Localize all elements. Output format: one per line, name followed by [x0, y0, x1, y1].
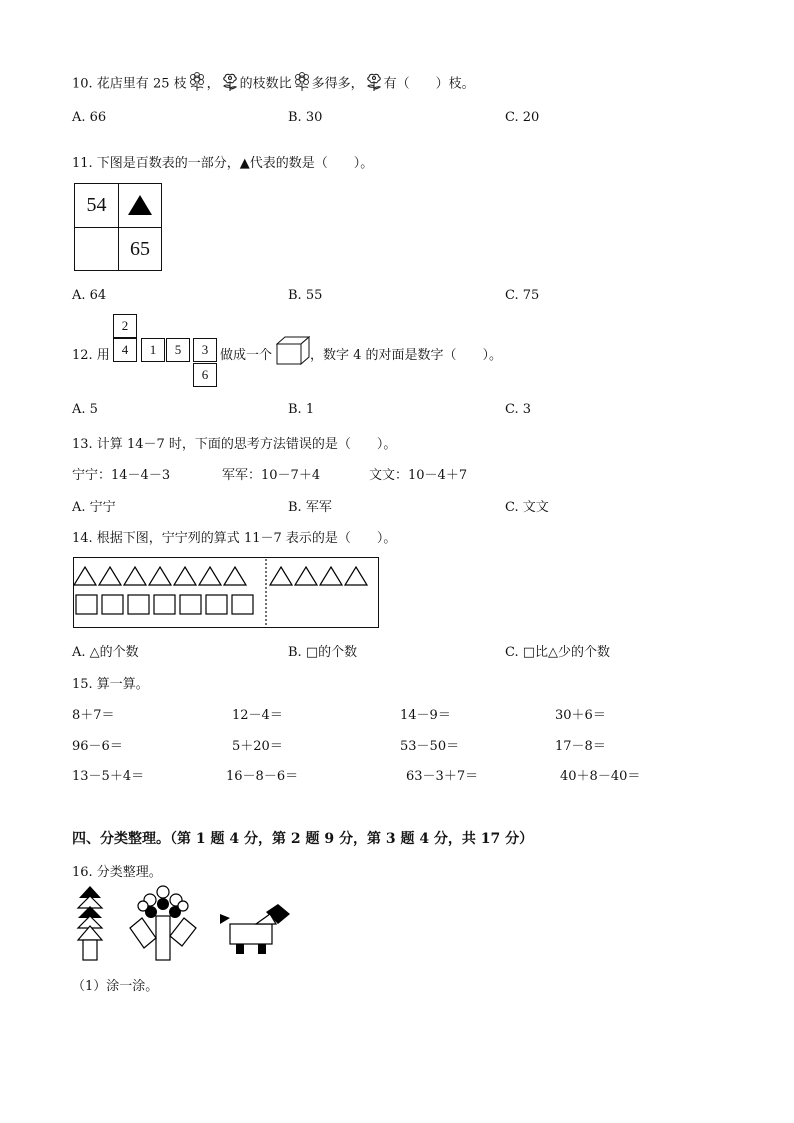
- calc-item: 13－5＋4＝: [72, 769, 145, 784]
- calc-item: 63－3＋7＝: [406, 769, 479, 784]
- flower-icon: [292, 72, 312, 96]
- q11-option-c: C. 75: [505, 288, 540, 303]
- q12-mid: 做成一个: [220, 348, 273, 363]
- q12-post: ，数字 4 的对面是数字（ ）。: [310, 348, 503, 363]
- flower-icon: [364, 72, 384, 96]
- square-shape: [128, 595, 149, 614]
- net-cell: 5: [166, 338, 190, 362]
- dog-figure: [220, 904, 290, 954]
- flower-icon: [220, 72, 240, 96]
- calc-item: 53－50＝: [400, 739, 460, 754]
- q11-option-a: A. 64: [72, 288, 107, 303]
- q14-option-a: A. △的个数: [72, 645, 139, 660]
- triangle-tree-figure: [78, 886, 102, 960]
- hundred-chart-grid: [74, 183, 162, 271]
- section4-heading: 四、分类整理。（第 1 题 4 分，第 2 题 9 分，第 3 题 4 分，共 17 分）: [72, 831, 534, 847]
- q12-option-a: A. 5: [72, 402, 98, 417]
- q12-option-b: B. 1: [288, 402, 315, 417]
- square-shape: [154, 595, 175, 614]
- square-shape: [232, 595, 253, 614]
- shape-figures: [70, 884, 310, 968]
- shapes-diagram: [73, 557, 380, 633]
- calc-item: 16－8－6＝: [226, 769, 299, 784]
- square-shape: [180, 595, 201, 614]
- net-cell: 4: [113, 338, 137, 362]
- q10-mid1: ，: [206, 76, 220, 92]
- q10-mid4: 有（ ）枝。: [383, 76, 475, 92]
- grid-cell-triangle: [118, 183, 162, 228]
- calc-item: 12－4＝: [232, 708, 283, 723]
- q13-method-wenwen: 文文：10－4＋7: [369, 468, 468, 483]
- square-shape: [102, 595, 123, 614]
- calc-item: 5＋20＝: [232, 739, 283, 754]
- q11-option-b: B. 55: [288, 288, 323, 303]
- calc-item: 14－9＝: [400, 708, 451, 723]
- q10-mid3: 多得多，: [311, 76, 364, 92]
- calc-item: 96－6＝: [72, 739, 123, 754]
- grid-cell-65: 65: [118, 227, 162, 271]
- q13-option-c: C. 文文: [505, 500, 549, 515]
- q13-option-b: B. 军军: [288, 500, 332, 515]
- triangle-icon: [119, 184, 161, 227]
- net-cell: 1: [141, 338, 165, 362]
- calc-item: 17－8＝: [555, 739, 606, 754]
- grid-cell-empty: [74, 227, 119, 271]
- q10-line: [72, 72, 475, 96]
- circle-flower-figure: [130, 886, 196, 960]
- net-cell: 3: [193, 338, 217, 362]
- q13-method-ningning: 宁宁：14－4－3: [72, 468, 171, 483]
- q12-pre: 12. 用: [72, 348, 110, 363]
- q15-title: 15. 算一算。: [72, 677, 149, 692]
- q13-method-junjun: 军军：10－7＋4: [222, 468, 321, 483]
- q10-option-b: B. 30: [288, 110, 323, 125]
- calc-item: 8＋7＝: [72, 708, 115, 723]
- q12-option-c: C. 3: [505, 402, 532, 417]
- q14-option-b: B. □的个数: [288, 645, 358, 660]
- calc-item: 40＋8－40＝: [560, 769, 641, 784]
- grid-cell-54: 54: [74, 183, 119, 228]
- q16-sub1: （1）涂一涂。: [72, 979, 159, 994]
- q11-question: 11. 下图是百数表的一部分，▲代表的数是（ ）。: [72, 156, 374, 171]
- square-shape: [76, 595, 97, 614]
- flower-icon: [187, 72, 207, 96]
- cube-icon: [276, 336, 310, 370]
- q14-question: 14. 根据下图，宁宁列的算式 11－7 表示的是（ ）。: [72, 531, 397, 546]
- q10-option-a: A. 66: [72, 110, 107, 125]
- calc-item: 30＋6＝: [555, 708, 606, 723]
- q13-question: 13. 计算 14－7 时，下面的思考方法错误的是（ ）。: [72, 437, 397, 452]
- q10-pre: 10. 花店里有 25 枝: [72, 76, 187, 92]
- square-shape: [206, 595, 227, 614]
- q14-option-c: C. □比△少的个数: [505, 645, 611, 660]
- q16-title: 16. 分类整理。: [72, 865, 162, 880]
- q13-option-a: A. 宁宁: [72, 500, 116, 515]
- net-cell: 2: [113, 314, 137, 338]
- q10-mid2: 的枝数比: [239, 76, 292, 92]
- net-cell: 6: [193, 363, 217, 387]
- q10-option-c: C. 20: [505, 110, 540, 125]
